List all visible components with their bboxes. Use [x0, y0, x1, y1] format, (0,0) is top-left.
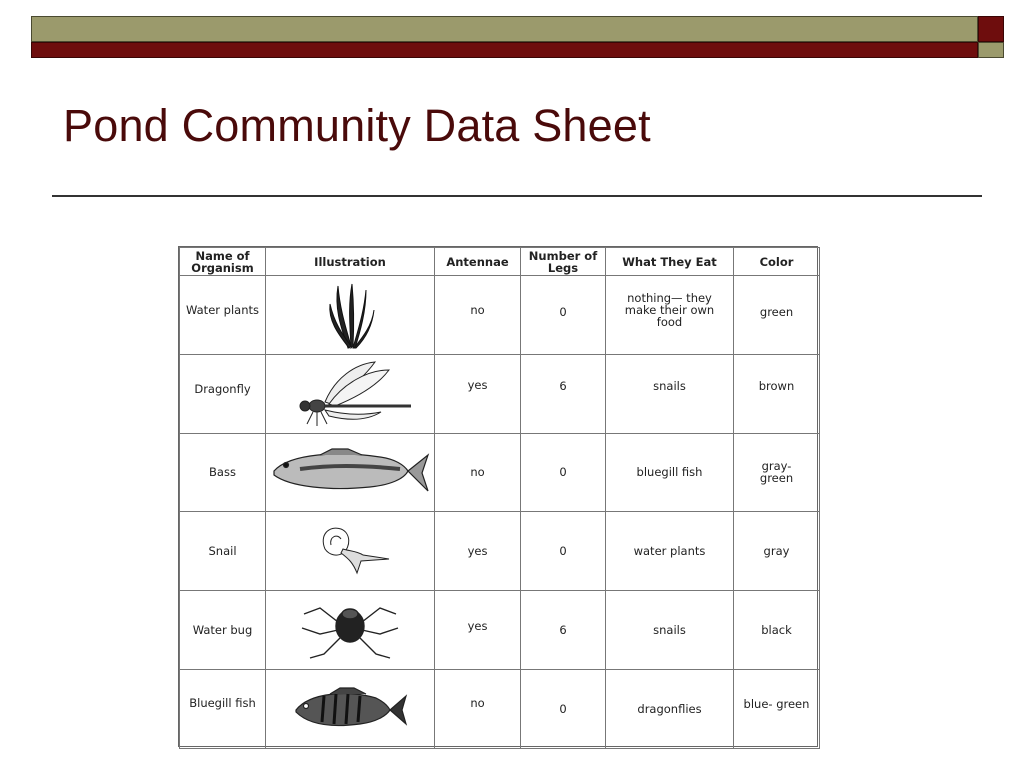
- cell-antennae: yes: [435, 591, 521, 670]
- cell-antennae: no: [435, 276, 521, 355]
- header-eat: What They Eat: [606, 248, 734, 276]
- bass-fish-icon: [270, 447, 430, 497]
- cell-illustration: [266, 433, 435, 512]
- cell-color: blue- green: [734, 669, 820, 748]
- cell-antennae: yes: [435, 354, 521, 433]
- cell-eat: snails: [606, 354, 734, 433]
- cell-name: Snail: [180, 512, 266, 591]
- cell-name: Bass: [180, 433, 266, 512]
- table-row: [180, 354, 820, 433]
- cell-eat: bluegill fish: [606, 433, 734, 512]
- cell-name: Water plants: [180, 276, 266, 355]
- cell-illustration: [266, 591, 435, 670]
- water-plant-icon: [320, 280, 380, 350]
- header-bar-maroon: [31, 42, 978, 58]
- header-bar-olive: [31, 16, 978, 42]
- header-illustration: Illustration: [266, 248, 435, 276]
- cell-eat: nothing— they make their own food: [606, 276, 734, 355]
- cell-legs: 0: [521, 512, 606, 591]
- table-row: [180, 591, 820, 670]
- cell-color: green: [734, 276, 820, 355]
- cell-illustration: [266, 669, 435, 748]
- header-legs: Number of Legs: [521, 248, 606, 276]
- header-square-olive: [978, 42, 1004, 58]
- table-header-row: [180, 248, 820, 276]
- table-row: [180, 669, 820, 748]
- cell-legs: 6: [521, 354, 606, 433]
- cell-legs: 0: [521, 669, 606, 748]
- cell-name: Bluegill fish: [180, 669, 266, 748]
- header-antennae: Antennae: [435, 248, 521, 276]
- cell-illustration: [266, 354, 435, 433]
- cell-color: brown: [734, 354, 820, 433]
- cell-legs: 6: [521, 591, 606, 670]
- cell-legs: 0: [521, 433, 606, 512]
- snail-icon: [305, 521, 395, 581]
- cell-antennae: no: [435, 669, 521, 748]
- cell-illustration: [266, 512, 435, 591]
- cell-color: black: [734, 591, 820, 670]
- bluegill-fish-icon: [290, 684, 410, 734]
- cell-eat: water plants: [606, 512, 734, 591]
- cell-antennae: no: [435, 433, 521, 512]
- cell-legs: 0: [521, 276, 606, 355]
- table-row: [180, 512, 820, 591]
- cell-color: gray: [734, 512, 820, 591]
- cell-eat: dragonflies: [606, 669, 734, 748]
- header-square-maroon: [978, 16, 1004, 42]
- title-divider: [52, 195, 982, 197]
- table-row: [180, 276, 820, 355]
- dragonfly-icon: [285, 358, 415, 430]
- data-sheet-table: [178, 246, 818, 747]
- cell-name: Dragonfly: [180, 354, 266, 433]
- cell-color: gray- green: [734, 433, 820, 512]
- cell-eat: snails: [606, 591, 734, 670]
- slide-title: Pond Community Data Sheet: [63, 100, 651, 151]
- cell-illustration: [266, 276, 435, 355]
- table-row: [180, 433, 820, 512]
- cell-name: Water bug: [180, 591, 266, 670]
- header-color: Color: [734, 248, 820, 276]
- header-name: Name of Organism: [180, 248, 266, 276]
- cell-antennae: yes: [435, 512, 521, 591]
- water-bug-icon: [290, 598, 410, 662]
